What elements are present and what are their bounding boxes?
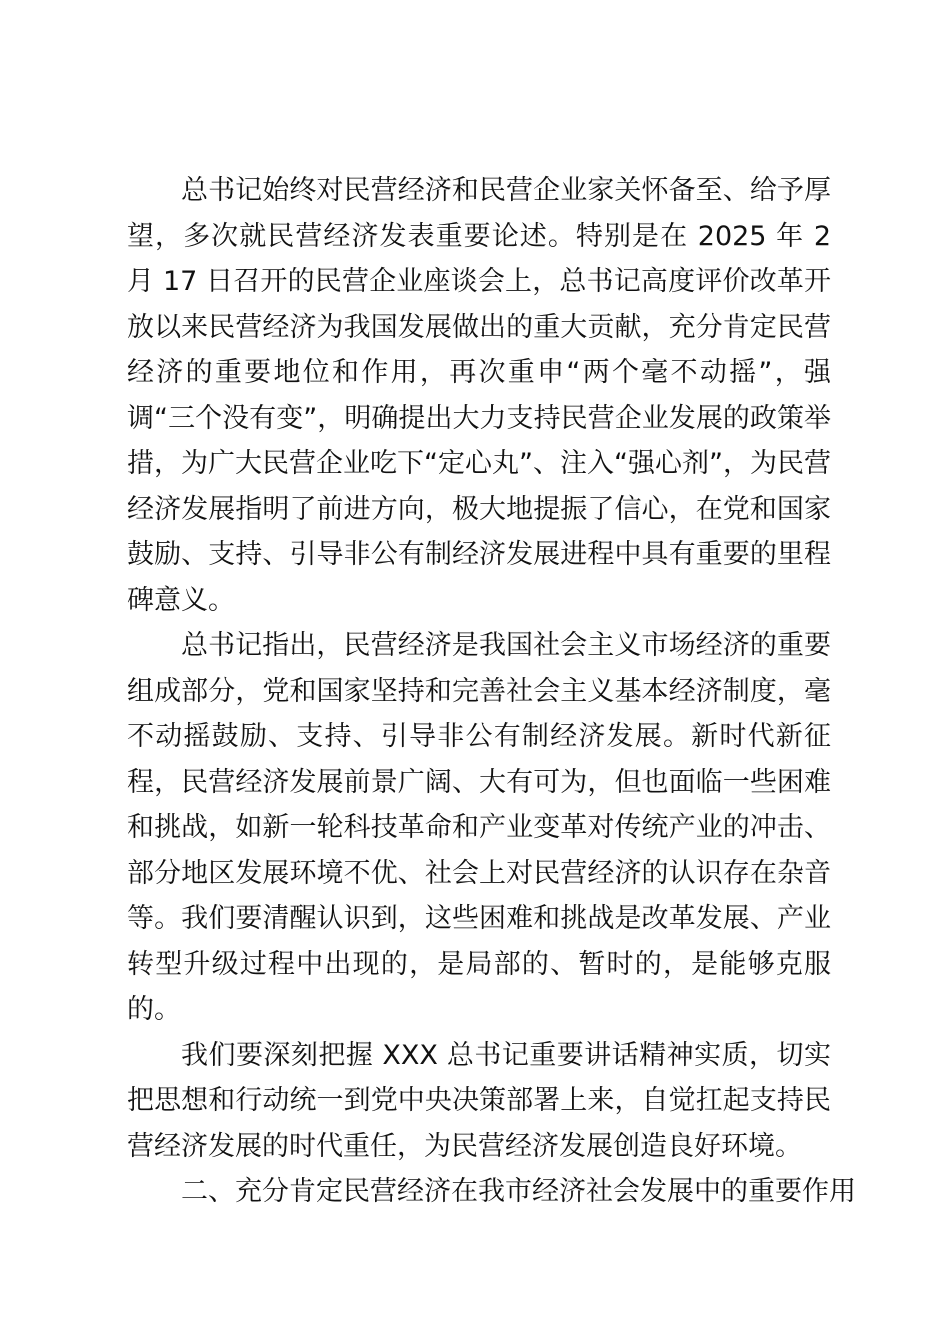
- paragraph-3: 我们要深刻把握 XXX 总书记重要讲话精神实质，切实把思想和行动统一到党中央决策部署上来，自觉扛起支持民营经济发展的时代重任，为民营经济发展创造良好环境。: [127, 1039, 831, 1162]
- body-text: [127, 168, 856, 1215]
- section-heading: 二、充分肯定民营经济在我市经济社会发展中的重要作用: [181, 1176, 856, 1207]
- paragraph-1: 总书记始终对民营经济和民营企业家关怀备至、给予厚望，多次就民营经济发表重要论述。特别是在 2025 年 2 月 17 日召开的民营企业座谈会上，总书记高度评价改革开放以来民营经济为我国发展做出的重大贡献，充分肯定民营经济的重要地位和作用，再次重申“两个毫不动摇”，强调“三个没有变”，明确提出大力支持民营企业发展的政策举措，为广大民营企业吃下“定心丸”、注入“强心剂”，为民营经济发展指明了前进方向，极大地提振了信心，在党和国家鼓励、支持、引导非公有制经济发展进程中具有重要的里程碑意义。: [127, 175, 831, 616]
- paragraph-2: 总书记指出，民营经济是我国社会主义市场经济的重要组成部分，党和国家坚持和完善社会主义基本经济制度，毫不动摇鼓励、支持、引导非公有制经济发展。新时代新征程，民营经济发展前景广阔、大有可为，但也面临一些困难和挑战，如新一轮科技革命和产业变革对传统产业的冲击、部分地区发展环境不优、社会上对民营经济的认识存在杂音等。我们要清醒认识到，这些困难和挑战是改革发展、产业转型升级过程中出现的，是局部的、暂时的，是能够克服的。: [127, 630, 831, 1025]
